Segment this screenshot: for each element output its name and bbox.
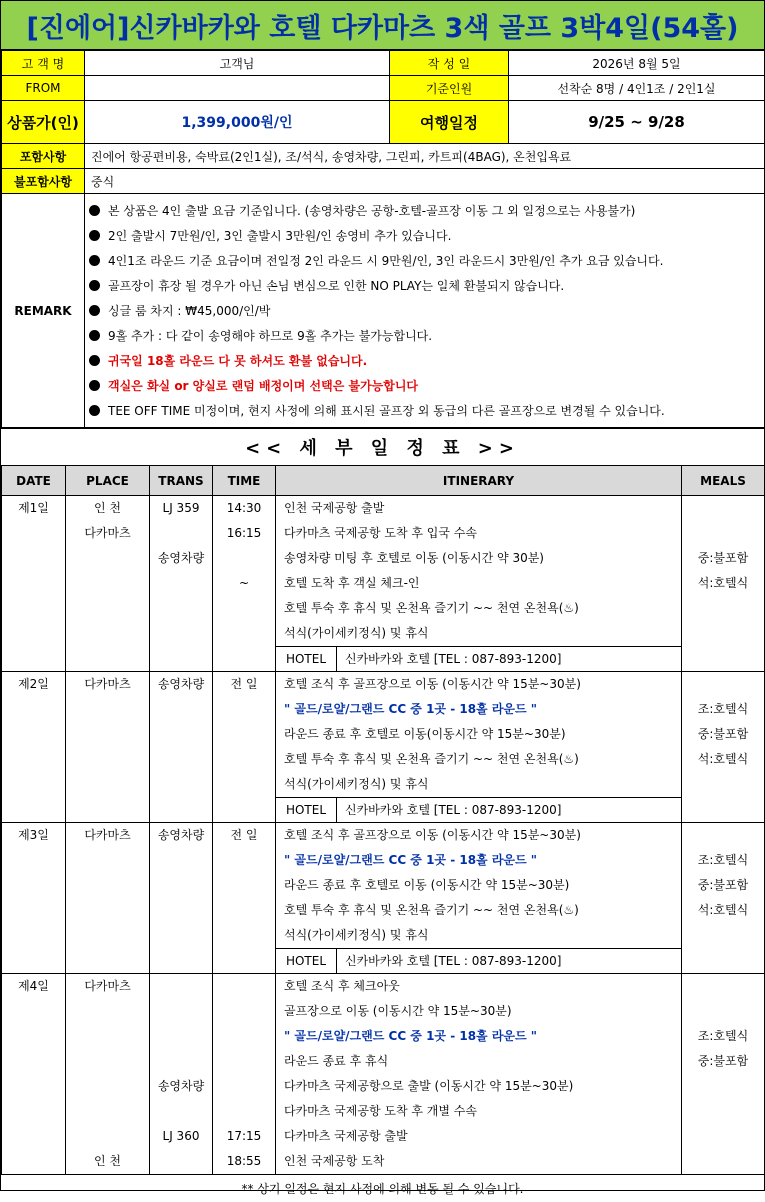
day-itinerary xyxy=(276,823,682,974)
day-meals-line xyxy=(682,974,764,999)
bullet-icon xyxy=(89,280,100,291)
day-meals-line: 중:불포함 xyxy=(697,551,749,565)
bullet-icon xyxy=(89,330,100,341)
itinerary-line: 골프장으로 이동 (이동시간 약 15분~30분) xyxy=(284,1004,512,1018)
day-row xyxy=(2,823,765,974)
itinerary-line: 호텔 조식 후 골프장으로 이동 (이동시간 약 15분~30분) xyxy=(284,828,581,842)
day-trans-line xyxy=(150,1049,212,1074)
remark-item xyxy=(89,373,758,398)
remark-label: REMARK xyxy=(2,194,85,428)
day-time-line xyxy=(213,1074,275,1099)
day-time-line xyxy=(213,596,275,621)
hotel-row xyxy=(276,797,681,822)
day-place-line xyxy=(66,571,149,596)
day-trans-line xyxy=(150,1149,212,1174)
bullet-icon xyxy=(89,405,100,416)
day-time-line xyxy=(213,722,275,747)
excluded-label: 불포함사항 xyxy=(2,169,85,194)
remark-text: 귀국일 18홀 라운드 다 못 하셔도 환불 없습니다. xyxy=(108,354,368,368)
header-place: PLACE xyxy=(66,466,150,496)
day-time-line xyxy=(213,646,275,671)
header-trans: TRANS xyxy=(150,466,213,496)
day-date xyxy=(2,823,66,974)
day-place-line xyxy=(66,772,149,797)
remark-item xyxy=(89,398,758,423)
day-itinerary xyxy=(276,496,682,672)
price-label: 상품가(인) xyxy=(2,101,85,144)
header-time: TIME xyxy=(213,466,276,496)
day-trans-line xyxy=(150,999,212,1024)
itinerary-line: " 골드/로얄/그랜드 CC 중 1곳 - 18홀 라운드 " xyxy=(284,1029,538,1043)
day-meals-line: 조:호텔식 xyxy=(697,853,749,867)
day-time-line xyxy=(213,923,275,948)
day-trans-line: 송영차량 xyxy=(157,828,205,842)
day-meals-line xyxy=(682,823,764,848)
hotel-value: 신카바카와 호텔 [TEL : 087-893-1200] xyxy=(345,954,562,968)
day-meals-line: 중:불포함 xyxy=(697,878,749,892)
schedule-table xyxy=(1,465,765,1175)
day-time-line xyxy=(213,1099,275,1124)
itinerary-line: 석식(가이세키정식) 및 휴식 xyxy=(284,626,429,640)
day-trans-line xyxy=(150,596,212,621)
remark-text: 골프장이 휴장 될 경우가 아닌 손님 변심으로 인한 NO PLAY는 일체 환불되지 않습니다. xyxy=(108,279,565,293)
day-trans-line xyxy=(150,1099,212,1124)
day-place-line xyxy=(66,848,149,873)
day-trans xyxy=(150,672,213,823)
schedule-value: 9/25 ~ 9/28 xyxy=(509,101,765,144)
itinerary-line: 인천 국제공항 도착 xyxy=(284,1154,385,1168)
bullet-icon xyxy=(89,305,100,316)
day-row xyxy=(2,672,765,823)
itinerary-line: " 골드/로얄/그랜드 CC 중 1곳 - 18홀 라운드 " xyxy=(284,702,538,716)
itinerary-line: 다카마츠 국제공항 도착 후 개별 수속 xyxy=(284,1104,477,1118)
bullet-icon xyxy=(89,380,100,391)
itinerary-line: 호텔 도착 후 객실 체크-인 xyxy=(284,576,420,590)
day-place-line xyxy=(66,797,149,822)
hotel-label: HOTEL xyxy=(276,949,337,973)
day-meals-line xyxy=(682,596,764,621)
remark-item xyxy=(89,198,758,223)
day-meals-line: 중:불포함 xyxy=(697,727,749,741)
hotel-row xyxy=(276,646,681,671)
header-date: DATE xyxy=(2,466,66,496)
day-trans-line xyxy=(150,1024,212,1049)
day-itinerary xyxy=(276,672,682,823)
day-meals-line xyxy=(682,521,764,546)
created-date-value: 2026년 8월 5일 xyxy=(509,51,765,76)
document-title: [진에어]신카바카와 호텔 다카마츠 3색 골프 3박4일(54홀) xyxy=(1,1,764,50)
day-time-line xyxy=(213,772,275,797)
day-meals-line xyxy=(682,1149,764,1174)
day-place-line xyxy=(66,948,149,973)
day-trans xyxy=(150,974,213,1175)
day-time-line: 18:55 xyxy=(226,1154,262,1168)
day-meals-line xyxy=(682,797,764,822)
day-time-line: 16:15 xyxy=(226,526,262,540)
day-date-label: 제2일 xyxy=(18,677,49,691)
day-meals xyxy=(682,496,765,672)
itinerary-line: 인천 국제공항 출발 xyxy=(284,501,385,515)
customer-value: 고객님 xyxy=(85,51,390,76)
day-date xyxy=(2,974,66,1175)
day-time-line: 전 일 xyxy=(230,828,258,842)
day-place-line xyxy=(66,697,149,722)
day-meals-line xyxy=(682,621,764,646)
day-meals-line xyxy=(682,948,764,973)
day-trans-line: 송영차량 xyxy=(157,551,205,565)
day-place-line xyxy=(66,1024,149,1049)
day-time-line: ~ xyxy=(238,576,250,590)
day-trans-line xyxy=(150,571,212,596)
hotel-row xyxy=(276,948,681,973)
day-trans-line xyxy=(150,747,212,772)
day-time xyxy=(213,974,276,1175)
day-place-line: 다카마츠 xyxy=(84,979,131,993)
remark-text: 4인1조 라운드 기준 요금이며 전일정 2인 라운드 시 9만원/인, 3인 라운드시 3만원/인 추가 요금 있습니다. xyxy=(108,254,664,268)
day-time-line xyxy=(213,797,275,822)
itinerary-line: 다카마츠 국제공항 출발 xyxy=(284,1129,408,1143)
itinerary-line: 라운드 종료 후 호텔로 이동 (이동시간 약 15분~30분) xyxy=(284,878,570,892)
excluded-value: 중식 xyxy=(85,169,765,194)
day-meals xyxy=(682,672,765,823)
from-label: FROM xyxy=(2,76,85,101)
day-time-line xyxy=(213,873,275,898)
day-place-line: 다카마츠 xyxy=(84,526,131,540)
day-time-line xyxy=(213,1024,275,1049)
day-trans-line: 송영차량 xyxy=(157,677,205,691)
day-place xyxy=(66,496,150,672)
remark-text: 객실은 화실 or 양실로 랜덤 배정이며 선택은 불가능합니다 xyxy=(108,379,419,393)
day-meals-line xyxy=(682,1074,764,1099)
day-meals-line xyxy=(682,496,764,521)
day-meals xyxy=(682,974,765,1175)
itinerary-line: 호텔 투숙 후 휴식 및 온천욕 즐기기 ~~ 천연 온천욕(♨) xyxy=(284,752,579,766)
day-place-line xyxy=(66,621,149,646)
day-place xyxy=(66,672,150,823)
hotel-value: 신카바카와 호텔 [TEL : 087-893-1200] xyxy=(345,652,562,666)
day-place-line: 다카마츠 xyxy=(84,828,131,842)
customer-label: 고 객 명 xyxy=(2,51,85,76)
remark-list xyxy=(85,194,765,428)
day-place-line: 인 천 xyxy=(94,501,121,515)
remark-text: TEE OFF TIME 미정이며, 현지 사정에 의해 표시된 골프장 외 동급의 다른 골프장으로 변경될 수 있습니다. xyxy=(108,404,665,418)
day-time xyxy=(213,496,276,672)
itinerary-line: 호텔 조식 후 골프장으로 이동 (이동시간 약 15분~30분) xyxy=(284,677,581,691)
people-value: 선착순 8명 / 4인1조 / 2인1실 xyxy=(509,76,765,101)
itinerary-line: 호텔 조식 후 체크아웃 xyxy=(284,979,400,993)
day-trans-line xyxy=(150,948,212,973)
from-value xyxy=(85,76,390,101)
remark-item xyxy=(89,298,758,323)
day-time xyxy=(213,672,276,823)
day-trans-line xyxy=(150,621,212,646)
day-time-line: 전 일 xyxy=(230,677,258,691)
people-label: 기준인원 xyxy=(390,76,509,101)
day-time-line: 17:15 xyxy=(226,1129,262,1143)
hotel-value: 신카바카와 호텔 [TEL : 087-893-1200] xyxy=(345,803,562,817)
day-trans-line: LJ 360 xyxy=(162,1129,200,1143)
day-place-line: 인 천 xyxy=(94,1154,121,1168)
itinerary-line: 호텔 투숙 후 휴식 및 온천욕 즐기기 ~~ 천연 온천욕(♨) xyxy=(284,903,579,917)
day-place-line xyxy=(66,1124,149,1149)
price-value: 1,399,000원/인 xyxy=(85,101,390,144)
day-time-line xyxy=(213,999,275,1024)
remark-item xyxy=(89,348,758,373)
day-trans-line xyxy=(150,521,212,546)
included-value: 진에어 항공편비용, 숙박료(2인1실), 조/석식, 송영차량, 그린피, 카트피(4BAG), 온천입욕료 xyxy=(85,144,765,169)
bullet-icon xyxy=(89,355,100,366)
day-meals-line xyxy=(682,672,764,697)
remark-text: 싱글 룸 차지 : ₩45,000/인/박 xyxy=(108,304,271,318)
day-meals-line: 조:호텔식 xyxy=(697,1029,749,1043)
hotel-label: HOTEL xyxy=(276,647,337,671)
schedule-header-row xyxy=(2,466,765,496)
day-place xyxy=(66,974,150,1175)
day-place-line xyxy=(66,646,149,671)
day-meals-line: 석:호텔식 xyxy=(697,576,749,590)
day-meals-line: 조:호텔식 xyxy=(697,702,749,716)
day-meals-line xyxy=(682,1099,764,1124)
itinerary-line: 라운드 종료 후 휴식 xyxy=(284,1054,389,1068)
day-time-line xyxy=(213,848,275,873)
bullet-icon xyxy=(89,205,100,216)
day-time-line xyxy=(213,948,275,973)
created-date-label: 작 성 일 xyxy=(390,51,509,76)
day-date-label: 제4일 xyxy=(18,979,49,993)
itinerary-line: 호텔 투숙 후 휴식 및 온천욕 즐기기 ~~ 천연 온천욕(♨) xyxy=(284,601,579,615)
day-place-line xyxy=(66,1099,149,1124)
header-itinerary: ITINERARY xyxy=(276,466,682,496)
day-place-line xyxy=(66,596,149,621)
day-place-line xyxy=(66,873,149,898)
day-time-line xyxy=(213,974,275,999)
day-time-line xyxy=(213,546,275,571)
day-date xyxy=(2,672,66,823)
included-label: 포함사항 xyxy=(2,144,85,169)
day-place-line xyxy=(66,1074,149,1099)
day-time-line: 14:30 xyxy=(226,501,262,515)
day-trans-line xyxy=(150,772,212,797)
bullet-icon xyxy=(89,230,100,241)
day-trans-line: 송영차량 xyxy=(157,1079,205,1093)
day-place-line xyxy=(66,999,149,1024)
day-date-label: 제1일 xyxy=(18,501,49,515)
day-place-line xyxy=(66,1049,149,1074)
day-trans xyxy=(150,823,213,974)
day-meals-line xyxy=(682,646,764,671)
remark-item xyxy=(89,248,758,273)
day-trans-line xyxy=(150,974,212,999)
schedule-label: 여행일정 xyxy=(390,101,509,144)
remark-text: 2인 출발시 7만원/인, 3인 출발시 3만원/인 송영비 추가 있습니다. xyxy=(108,229,452,243)
day-meals-line xyxy=(682,1124,764,1149)
remark-text: 9홀 추가 : 다 같이 송영해야 하므로 9홀 추가는 불가능합니다. xyxy=(108,329,433,343)
remark-item xyxy=(89,323,758,348)
day-date xyxy=(2,496,66,672)
day-meals-line: 중:불포함 xyxy=(697,1054,749,1068)
itinerary-line: 송영차량 미팅 후 호텔로 이동 (이동시간 약 30분) xyxy=(284,551,544,565)
day-place-line xyxy=(66,747,149,772)
day-trans-line xyxy=(150,923,212,948)
bullet-icon xyxy=(89,255,100,266)
day-trans-line xyxy=(150,646,212,671)
info-table xyxy=(1,50,765,428)
day-meals-line xyxy=(682,999,764,1024)
day-trans-line xyxy=(150,848,212,873)
remark-text: 본 상품은 4인 출발 요금 기준입니다. (송영차량은 공항-호텔-골프장 이동 그 외 일정으로는 사용불가) xyxy=(108,204,636,218)
remark-item xyxy=(89,223,758,248)
day-time-line xyxy=(213,697,275,722)
day-place xyxy=(66,823,150,974)
day-meals-line xyxy=(682,923,764,948)
itinerary-line: 석식(가이세키정식) 및 휴식 xyxy=(284,777,429,791)
day-time-line xyxy=(213,621,275,646)
day-trans-line xyxy=(150,722,212,747)
day-time-line xyxy=(213,1049,275,1074)
day-meals-line: 석:호텔식 xyxy=(697,903,749,917)
day-row xyxy=(2,496,765,672)
day-trans-line xyxy=(150,797,212,822)
hotel-label: HOTEL xyxy=(276,798,337,822)
day-time-line xyxy=(213,747,275,772)
itinerary-line: 다카마츠 국제공항으로 출발 (이동시간 약 15분~30분) xyxy=(284,1079,574,1093)
header-meals: MEALS xyxy=(682,466,765,496)
day-trans-line xyxy=(150,873,212,898)
day-date-label: 제3일 xyxy=(18,828,49,842)
day-place-line xyxy=(66,546,149,571)
itinerary-line: " 골드/로얄/그랜드 CC 중 1곳 - 18홀 라운드 " xyxy=(284,853,538,867)
day-row xyxy=(2,974,765,1175)
day-meals-line xyxy=(682,772,764,797)
day-place-line: 다카마츠 xyxy=(84,677,131,691)
day-place-line xyxy=(66,722,149,747)
itinerary-line: 다카마츠 국제공항 도착 후 입국 수속 xyxy=(284,526,477,540)
day-meals xyxy=(682,823,765,974)
day-trans-line xyxy=(150,697,212,722)
remark-item xyxy=(89,273,758,298)
day-time-line xyxy=(213,898,275,923)
day-place-line xyxy=(66,923,149,948)
day-trans xyxy=(150,496,213,672)
itinerary-line: 석식(가이세키정식) 및 휴식 xyxy=(284,928,429,942)
day-trans-line xyxy=(150,898,212,923)
day-time xyxy=(213,823,276,974)
day-trans-line: LJ 359 xyxy=(162,501,200,515)
day-itinerary xyxy=(276,974,682,1175)
footer-note: ** 상기 일정은 현지 사정에 의해 변동 될 수 있습니다. xyxy=(241,1182,524,1196)
day-meals-line: 석:호텔식 xyxy=(697,752,749,766)
section-title: << 세 부 일 정 표 >> xyxy=(1,428,764,465)
day-place-line xyxy=(66,898,149,923)
itinerary-line: 라운드 종료 후 호텔로 이동(이동시간 약 15분~30분) xyxy=(284,727,566,741)
